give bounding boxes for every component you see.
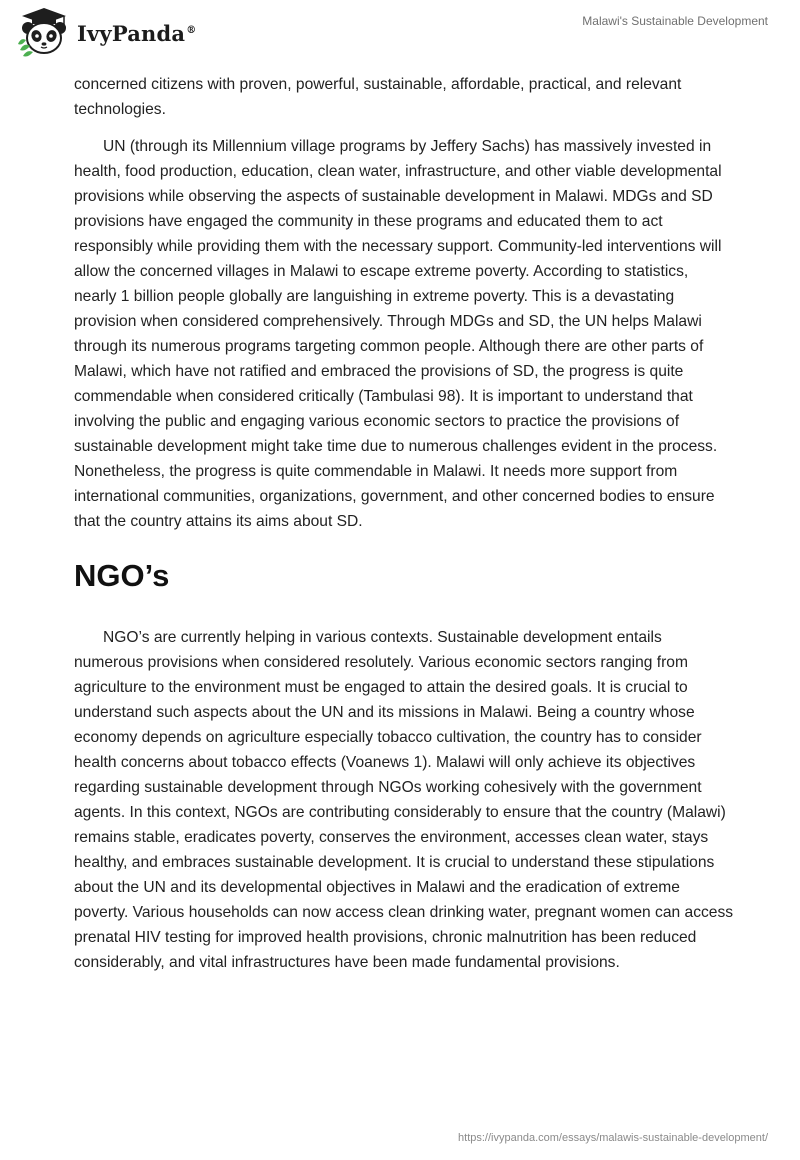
ivypanda-logo-link[interactable] — [14, 6, 196, 58]
brand-name — [77, 21, 196, 46]
essay-content — [74, 72, 734, 975]
page-header — [0, 0, 800, 70]
brand-name-text: IvyPanda — [77, 20, 186, 46]
paragraph-un-millennium-villages: UN (through its Millennium village programs by Jeffery Sachs) has massively invested in health, food production, education, clean water, infrastructure, and other viable developmental provisions while observing the aspects of sustainable development in Malawi. MDGs and SD provisions have engaged the community in these programs and educated them to act responsibly while providing them with the necessary support. Community-led interventions will allow the concerned villages in Malawi to escape extreme poverty. According to statistics, nearly 1 billion people globally are languishing in extreme poverty. This is a devastating provision when considered comprehensively. Through MDGs and SD, the UN helps Malawi through its numerous programs targeting common people. Although there are other parts of Malawi, which have not ratified and embraced the provisions of SD, the progress is quite commendable when considered critically (Tambulasi 98). It is important to understand that involving the public and engaging various economic sectors to practice the provisions of sustainable development might take time due to numerous challenges evident in the process. Nonetheless, the progress is quite commendable in Malawi. It needs more support from international communities, organizations, government, and other concerned bodies to ensure that the country attains its aims about SD. — [74, 138, 722, 530]
paragraph-ngos: NGO’s are currently helping in various contexts. Sustainable development entails numerous provisions when considered resolutely. Various economic sectors ranging from agriculture to the environment must be engaged to attain the desired goals. It is crucial to understand such aspects about the UN and its missions in Malawi. Being a country whose economy depends on agriculture especially tobacco cultivation, the country has to consider health concerns about tobacco effects (Voanews 1). Malawi will only achieve its objectives regarding sustainable development through NGOs working cohesively with the government agents. In this context, NGOs are contributing considerably to ensure that the country (Malawi) remains stable, eradicates poverty, conserves the environment, accesses clean water, stays healthy, and embraces sustainable development. It is crucial to understand these stipulations about the UN and its developmental objectives in Malawi and the eradication of extreme poverty. Various households can now access clean drinking water, pregnant women can access prenatal HIV testing for improved health provisions, chronic malnutrition has been reduced considerably, and vital infrastructures have been made fundamental provisions. — [74, 629, 734, 971]
paragraph-continuation: concerned citizens with proven, powerful, sustainable, affordable, practical, and relevant technologies. — [74, 76, 682, 118]
panda-graduate-icon — [14, 6, 74, 58]
section-heading-ngos: NGO’s — [74, 558, 170, 593]
brand-registered-mark: ® — [186, 24, 197, 36]
source-url-link[interactable]: https://ivypanda.com/essays/malawis-sustainable-development/ — [458, 1132, 768, 1144]
document-title: Malawi's Sustainable Development — [582, 14, 768, 28]
